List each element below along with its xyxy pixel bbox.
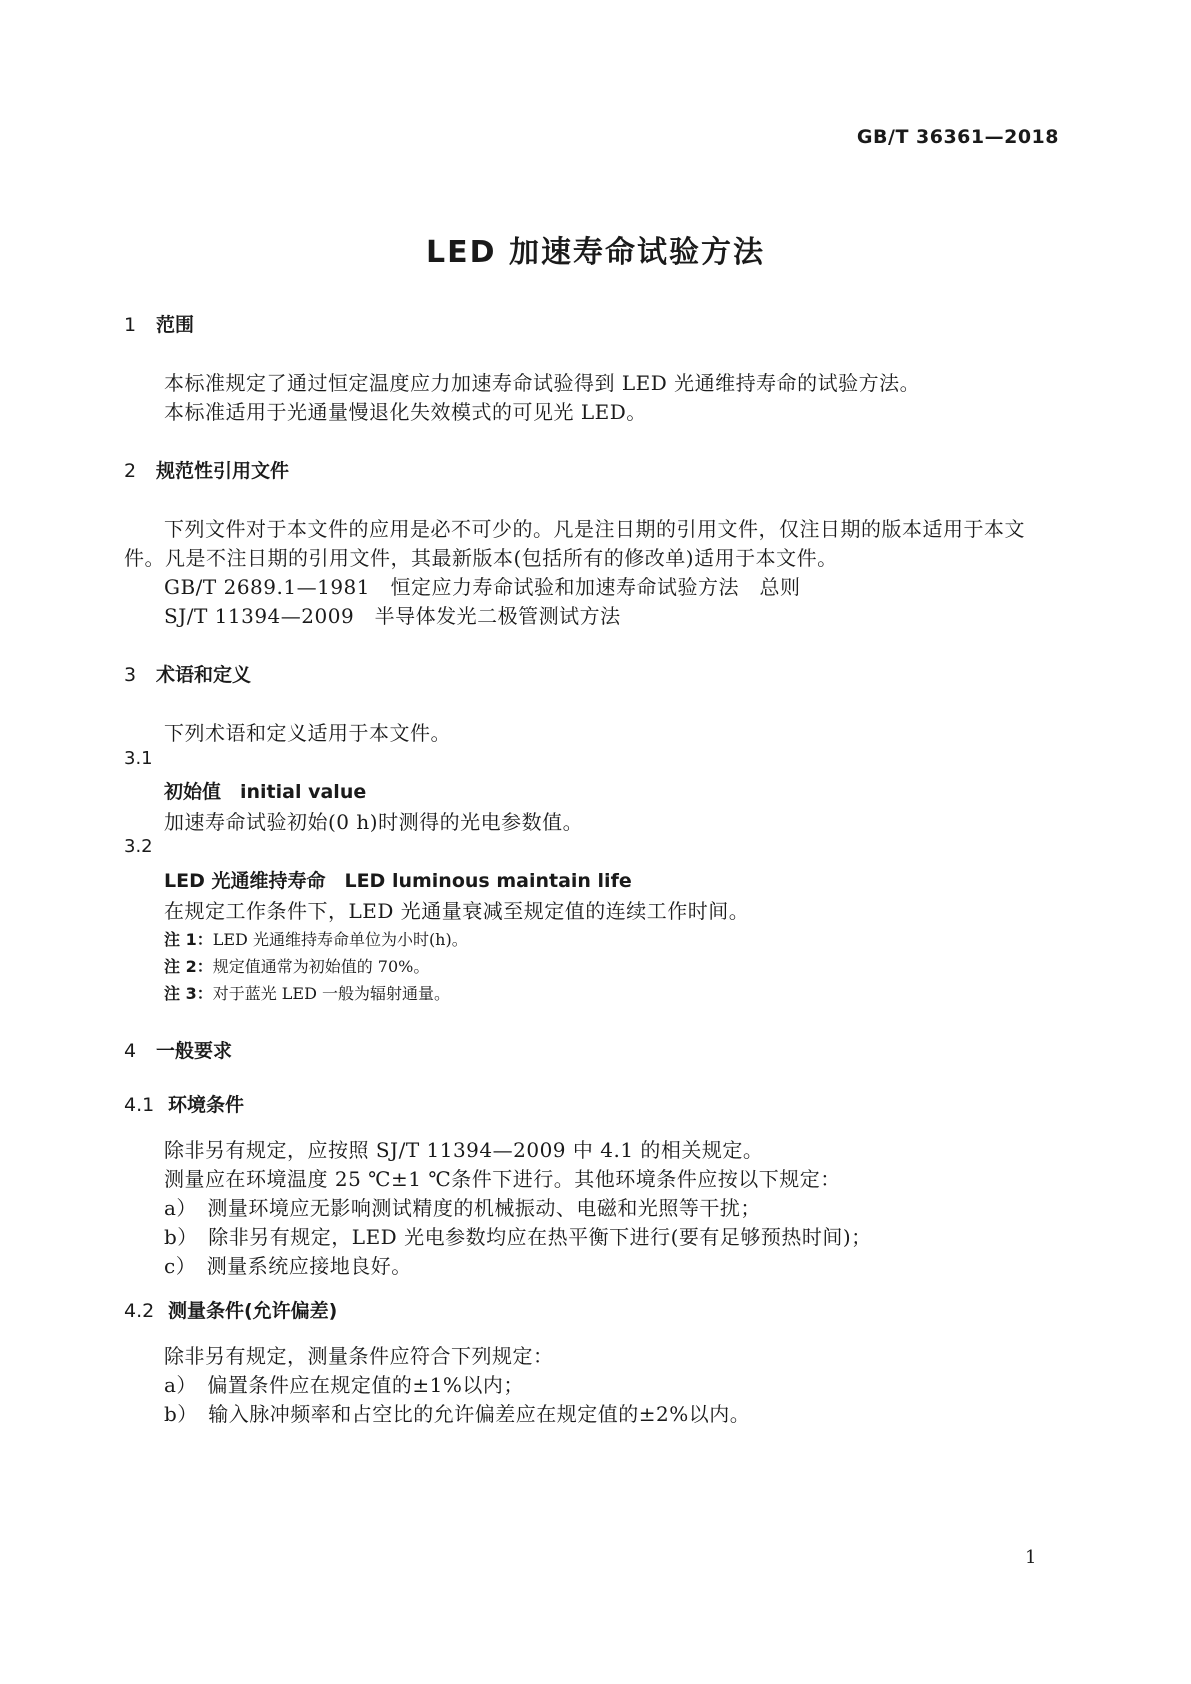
subsection-title: 环境条件	[168, 1094, 245, 1116]
paragraph: 下列术语和定义适用于本文件。	[164, 721, 451, 745]
subsection-4-2-heading	[124, 1296, 337, 1323]
list-item: c） 测量系统应接地良好。	[164, 1254, 412, 1278]
list-item: a） 测量环境应无影响测试精度的机械振动、电磁和光照等干扰；	[164, 1196, 761, 1220]
subsection-4-1-heading	[124, 1090, 244, 1117]
reference-item: GB/T 2689.1—1981 恒定应力寿命试验和加速寿命试验方法 总则	[164, 575, 801, 599]
section-2-heading	[124, 456, 289, 483]
term-definition: 在规定工作条件下，LED 光通量衰减至规定值的连续工作时间。	[164, 899, 750, 923]
note-label: 注 3：	[164, 984, 213, 1003]
paragraph: 除非另有规定，应按照 SJ/T 11394—2009 中 4.1 的相关规定。	[164, 1138, 764, 1162]
subsection-title: 测量条件(允许偏差)	[168, 1300, 338, 1322]
note-text: 规定值通常为初始值的 70%。	[212, 957, 430, 976]
section-number: 2	[124, 460, 137, 482]
reference-item: SJ/T 11394—2009 半导体发光二极管测试方法	[164, 604, 621, 628]
standard-code: GB/T 36361—2018	[856, 126, 1059, 148]
note	[164, 954, 429, 977]
paragraph: 件。凡是不注日期的引用文件，其最新版本(包括所有的修改单)适用于本文件。	[124, 546, 838, 570]
document-title: LED 加速寿命试验方法	[426, 235, 765, 270]
term-number: 3.1	[124, 748, 153, 769]
term-title: 初始值 initial value	[164, 781, 367, 803]
list-item: a） 偏置条件应在规定值的±1%以内；	[164, 1373, 524, 1397]
note-label: 注 2：	[164, 957, 213, 976]
subsection-number: 4.1	[124, 1094, 155, 1116]
section-number: 1	[124, 314, 137, 336]
list-item: b） 输入脉冲频率和占空比的允许偏差应在规定值的±2%以内。	[164, 1402, 751, 1426]
section-title: 术语和定义	[156, 664, 252, 686]
note-text: 对于蓝光 LED 一般为辐射通量。	[212, 984, 451, 1003]
note	[164, 981, 450, 1004]
note	[164, 927, 468, 950]
section-title: 范围	[156, 314, 195, 336]
subsection-number: 4.2	[124, 1300, 155, 1322]
note-text: LED 光通维持寿命单位为小时(h)。	[212, 930, 468, 949]
term-definition: 加速寿命试验初始(0 h)时测得的光电参数值。	[164, 810, 584, 834]
note-label: 注 1：	[164, 930, 213, 949]
term-number: 3.2	[124, 836, 153, 857]
section-number: 3	[124, 664, 137, 686]
page-number: 1	[1025, 1547, 1037, 1568]
section-3-heading	[124, 660, 251, 687]
paragraph: 除非另有规定，测量条件应符合下列规定：	[164, 1344, 554, 1368]
paragraph: 测量应在环境温度 25 ℃±1 ℃条件下进行。其他环境条件应按以下规定：	[164, 1167, 841, 1191]
section-number: 4	[124, 1040, 137, 1062]
paragraph: 本标准规定了通过恒定温度应力加速寿命试验得到 LED 光通维持寿命的试验方法。	[164, 371, 921, 395]
section-4-heading	[124, 1036, 232, 1063]
paragraph: 下列文件对于本文件的应用是必不可少的。凡是注日期的引用文件，仅注日期的版本适用于本文	[164, 517, 1025, 541]
section-title: 一般要求	[156, 1040, 233, 1062]
list-item: b） 除非另有规定，LED 光电参数均应在热平衡下进行(要有足够预热时间)；	[164, 1225, 872, 1249]
term-title: LED 光通维持寿命 LED luminous maintain life	[164, 870, 632, 892]
paragraph: 本标准适用于光通量慢退化失效模式的可见光 LED。	[164, 400, 647, 424]
section-1-heading	[124, 310, 194, 337]
section-title: 规范性引用文件	[156, 460, 290, 482]
